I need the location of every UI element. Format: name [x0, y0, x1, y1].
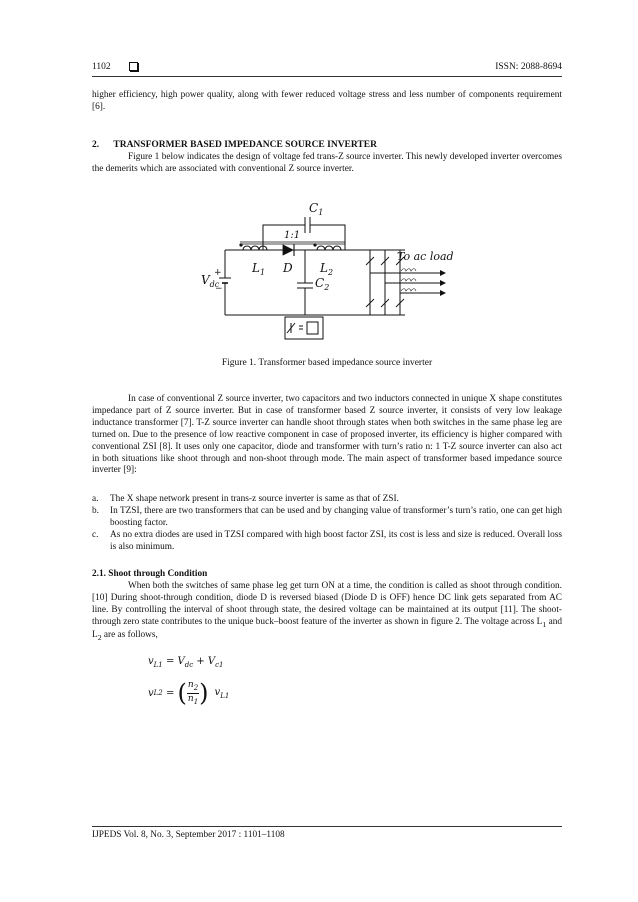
section-2-heading: 2. TRANSFORMER BASED IMPEDANCE SOURCE INVERTER	[92, 140, 377, 150]
figure-1-caption: Figure 1. Transformer based impedance source inverter	[221, 358, 433, 368]
figure-1-circuit	[195, 195, 465, 345]
page-number: 1102	[92, 62, 111, 72]
label-d: D	[283, 261, 293, 275]
header-rule	[92, 76, 562, 77]
list-item: b. In TZSI, there are two transformers that can be used and by changing value of transformer’s turn’s ratio, one can get high boosting factor.	[92, 505, 562, 528]
switch-legend-igbt	[307, 322, 318, 334]
section-2-paragraph: Figure 1 below indicates the design of voltage fed trans-Z source inverter. This newly developed inverter overcomes the demerits which are associated with conventional Z source inverter.	[92, 152, 562, 174]
fraction: $n_2$ $n_1$	[187, 680, 199, 706]
header-square-icon	[129, 62, 138, 71]
label-plus: +	[214, 268, 222, 278]
running-footer: IJPEDS Vol. 8, No. 3, September 2017 : 1101–1108	[92, 830, 285, 840]
label-minus: −	[215, 284, 223, 294]
polarity-dot-2	[313, 243, 316, 246]
label-c2: $C_2$	[315, 276, 330, 292]
paren-left: (	[177, 679, 187, 708]
aspect-list	[92, 494, 562, 554]
label-to-ac-load: To ac load	[397, 250, 454, 263]
footer-rule	[92, 826, 562, 827]
label-vdc: $V_{dc}$	[201, 273, 220, 289]
polarity-dot-1	[239, 243, 242, 246]
section-2-1-paragraph: When both the switches of same phase leg get turn ON at a time, the condition is called as shoot through condition. [10] During shoot-through condition, diode D is reversed biased (Diode D is OFF) hence DC link gets separated from AC line. By controlling the interval of shoot through state, the desired voltage can be maintained at its output [11]. The shoot-through zero state contributes to the unique buck–boost feature of the inverter as shown in figure 2. The voltage across $L_1$ and $L_2$ are as follows,	[92, 581, 563, 643]
output-arrows	[440, 270, 446, 296]
equation-1: $v_{L1} = V_{dc} + V_{c1}$	[148, 656, 224, 669]
label-ratio: 1:1	[284, 230, 301, 241]
diode-symbol	[283, 245, 293, 255]
list-item: c. As no extra diodes are used in TZSI compared with high boost factor ZSI, its cost is less and size is reduced. Overall loss is also minimum.	[92, 529, 562, 552]
label-l1: $L_1$	[252, 261, 266, 277]
output-coils	[401, 269, 416, 291]
issn: ISSN: 2088-8694	[495, 62, 562, 72]
label-c1: $C_1$	[309, 201, 324, 217]
label-l2: $L_2$	[320, 261, 334, 277]
list-item: a. The X shape network present in trans-z source inverter is same as that of ZSI.	[92, 494, 399, 504]
inductor-l2	[317, 246, 341, 250]
section-2-1-heading: 2.1. Shoot through Condition	[92, 569, 208, 579]
intro-paragraph: higher efficiency, high power quality, along with fewer reduced voltage stress and less number of components requirement [6].	[92, 90, 562, 112]
equation-2: v L2 = ( $n_2$ $n_1$ ) $v_{L1}$	[148, 679, 230, 708]
paren-right: )	[199, 679, 209, 708]
body-paragraph: In case of conventional Z source inverter, two capacitors and two inductors connected in unique X shape constitutes impedance part of Z source inverter. But in case of transformer based Z source inverter, it consists of very low leakage inductance transformer [7]. T-Z source inverter can handle shoot through states when both switches in the same phase leg are turned on. Due to the presence of low reactive component in case of proposed inverter, its efficiency is higher compared with conventional ZSI [8]. It uses only one capacitor, diode and transformer with turn’s ratio n: 1 T-Z source inverter can also act in both situations like shoot through and non-shoot through mode. The main aspect of transformer based impedance source inverter [9]:	[92, 394, 562, 476]
